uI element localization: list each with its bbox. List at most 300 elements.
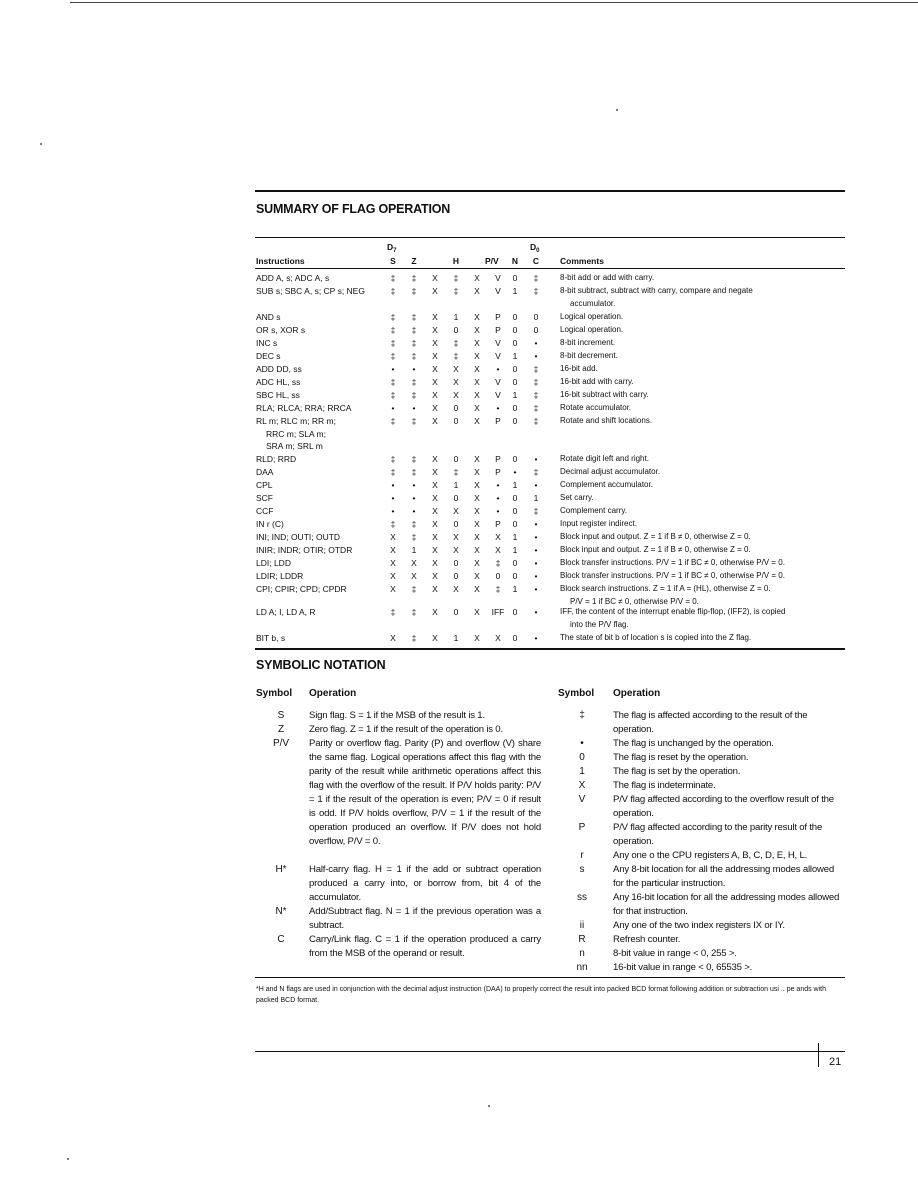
comment-text: 16-bit add.: [560, 364, 598, 373]
flag-cell: •: [412, 493, 416, 503]
comment-text: 8-bit decrement.: [560, 351, 618, 360]
instruction-text: CPL: [256, 480, 273, 490]
flag-cell: 0: [453, 558, 459, 568]
flag-cell: X: [432, 633, 438, 643]
flag-cell: 1: [512, 545, 518, 555]
symbol-description: The flag is indeterminate.: [613, 780, 716, 791]
flag-cell: X: [474, 584, 480, 594]
flag-cell: ‡: [390, 467, 396, 477]
symbol-description: Refresh counter.: [613, 934, 681, 945]
comment-text: Complement accumulator.: [560, 480, 653, 489]
scan-speck: [67, 1158, 69, 1160]
symbol-key: C: [277, 934, 285, 945]
flag-cell: •: [412, 480, 416, 490]
instruction-text: RL m; RLC m; RR m;: [256, 416, 336, 426]
flag-cell: V: [495, 286, 501, 296]
comment-text: Rotate accumulator.: [560, 403, 632, 412]
flag-cell: X: [495, 633, 501, 643]
flag-cell: ‡: [453, 467, 459, 477]
flag-cell: X: [474, 545, 480, 555]
flag-cell: •: [412, 403, 416, 413]
flag-cell: •: [534, 571, 538, 581]
footnote: *H and N flags are used in conjunction with the decimal adjust instruction (DAA) to properly correct the result into packed BCD format following addition or subtraction usi .. pe ands with packed BCD format.: [256, 986, 827, 1004]
table-top-rule: [255, 237, 845, 238]
flag-cell: 1: [512, 351, 518, 361]
flag-cell: X: [432, 416, 438, 426]
flag-cell: X: [474, 312, 480, 322]
flag-cell: X: [390, 633, 396, 643]
flag-cell: ‡: [533, 377, 539, 387]
comment-text: Block search instructions. Z = 1 if A = (HL), otherwise Z = 0.: [560, 584, 771, 593]
flag-cell: •: [534, 633, 538, 643]
footnote-rule: [255, 977, 845, 978]
instruction-text: SCF: [256, 493, 273, 503]
flag-cell: X: [390, 545, 396, 555]
flag-cell: X: [390, 571, 396, 581]
symbol-key: N*: [275, 906, 287, 917]
flag-cell: 0: [512, 633, 518, 643]
flag-cell: ‡: [390, 454, 396, 464]
flag-cell: •: [534, 558, 538, 568]
flag-cell: •: [496, 493, 500, 503]
instruction-text: RLD; RRD: [256, 454, 297, 464]
flag-cell: •: [534, 351, 538, 361]
flag-cell: ‡: [411, 633, 417, 643]
symbol-description: Any 16-bit location for all the addressing modes allowed for that instruction.: [613, 892, 840, 917]
flag-cell: X: [432, 454, 438, 464]
flag-cell: ‡: [533, 273, 539, 283]
flag-cell: ‡: [533, 467, 539, 477]
flag-cell: 0: [512, 338, 518, 348]
flag-cell: X: [453, 545, 459, 555]
instruction-text: ADD DD, ss: [256, 364, 302, 374]
flag-cell: X: [474, 273, 480, 283]
flag-cell: 0: [512, 558, 518, 568]
flag-cell: ‡: [453, 286, 459, 296]
symbol-key: 0: [579, 752, 585, 763]
flag-cell: •: [534, 545, 538, 555]
comment-text: Block input and output. Z = 1 if B ≠ 0, otherwise Z = 0.: [560, 545, 751, 554]
scan-speck: [616, 109, 618, 111]
section-rule-top: [255, 190, 845, 192]
comment-text: Block transfer instructions. P/V = 1 if BC ≠ 0, otherwise P/V = 0.: [560, 558, 785, 567]
flag-cell: •: [412, 506, 416, 516]
symbol-description: The flag is unchanged by the operation.: [613, 738, 774, 749]
symbol-description: 8-bit value in range < 0, 255 >.: [613, 948, 737, 959]
flag-cell: X: [432, 607, 438, 617]
flag-cell: X: [474, 519, 480, 529]
top-edge-rule: [70, 2, 918, 3]
flag-cell: X: [432, 467, 438, 477]
flag-cell: V: [495, 273, 501, 283]
flag-cell: •: [496, 480, 500, 490]
flag-cell: 0: [512, 377, 518, 387]
symbol-description: Carry/Link flag. C = 1 if the operation produced a carry from the MSB of the operand or result.: [309, 934, 541, 959]
flag-cell: 1: [512, 480, 518, 490]
flag-cell: X: [432, 351, 438, 361]
flag-cell: IFF: [491, 607, 505, 617]
header-flag-h: H: [452, 256, 460, 266]
symbol-description: Any one o the CPU registers A, B, C, D, E, H, L.: [613, 850, 808, 861]
header-instructions: Instructions: [256, 256, 305, 266]
flag-cell: ‡: [411, 519, 417, 529]
instruction-text: SRA m; SRL m: [266, 441, 323, 452]
flag-cell: 0: [512, 519, 518, 529]
comment-text: Logical operation.: [560, 325, 624, 334]
flag-cell: X: [390, 532, 396, 542]
flag-cell: 0: [512, 506, 518, 516]
flag-cell: X: [432, 519, 438, 529]
flag-cell: 0: [453, 607, 459, 617]
flag-cell: X: [411, 571, 417, 581]
symbol-key: ‡: [579, 710, 585, 721]
flag-cell: X: [432, 403, 438, 413]
flag-cell: ‡: [411, 454, 417, 464]
symbol-description: P/V flag affected according to the overflow result of the operation.: [613, 794, 834, 819]
flag-cell: 1: [512, 390, 518, 400]
flag-cell: 0: [533, 325, 539, 335]
flag-cell: 0: [453, 571, 459, 581]
comment-text: accumulator.: [570, 298, 616, 308]
flag-cell: ‡: [533, 286, 539, 296]
flag-cell: ‡: [411, 325, 417, 335]
symbol-description: Add/Subtract flag. N = 1 if the previous operation was a subtract.: [309, 906, 541, 931]
flag-cell: ‡: [495, 584, 501, 594]
flag-cell: P: [495, 312, 501, 322]
flag-cell: ‡: [411, 416, 417, 426]
flag-cell: •: [534, 519, 538, 529]
flag-cell: ‡: [533, 390, 539, 400]
comment-text: Rotate digit left and right.: [560, 454, 649, 463]
flag-cell: ‡: [411, 390, 417, 400]
flag-cell: 0: [495, 571, 501, 581]
flag-cell: X: [474, 403, 480, 413]
sym-header-operation-left: Operation: [309, 688, 357, 699]
flag-cell: X: [432, 493, 438, 503]
comment-text: into the P/V flag.: [570, 619, 629, 629]
comment-text: Complement carry.: [560, 506, 627, 515]
instruction-text: SBC HL, ss: [256, 390, 300, 400]
flag-cell: ‡: [390, 351, 396, 361]
flag-cell: 0: [453, 403, 459, 413]
flag-cell: ‡: [533, 364, 539, 374]
flag-cell: ‡: [411, 467, 417, 477]
symbol-description: Any 8-bit location for all the addressing modes allowed for the particular instruction.: [613, 864, 834, 889]
flag-cell: ‡: [411, 286, 417, 296]
symbol-key: S: [277, 710, 285, 721]
instruction-text: DEC s: [256, 351, 281, 361]
flag-cell: ‡: [390, 312, 396, 322]
flag-cell: P: [495, 519, 501, 529]
instruction-text: LDIR; LDDR: [256, 571, 304, 581]
symbol-description: The flag is set by the operation.: [613, 766, 741, 777]
symbol-description: 16-bit value in range < 0, 65535 >.: [613, 962, 753, 973]
flag-cell: X: [432, 286, 438, 296]
flag-cell: 0: [512, 493, 518, 503]
header-flag-s: S: [390, 256, 396, 266]
symbol-description: P/V flag affected according to the parity result of the operation.: [613, 822, 823, 847]
flag-cell: X: [432, 545, 438, 555]
symbol-description: Any one of the two index registers IX or IY.: [613, 920, 785, 931]
flag-cell: X: [474, 467, 480, 477]
flag-cell: 1: [533, 493, 539, 503]
flag-cell: X: [411, 558, 417, 568]
flag-cell: 0: [512, 454, 518, 464]
flag-cell: X: [432, 532, 438, 542]
flag-cell: P: [495, 467, 501, 477]
flag-cell: X: [432, 558, 438, 568]
flag-cell: ‡: [411, 607, 417, 617]
symbol-key: V: [578, 794, 586, 805]
flag-cell: •: [513, 467, 517, 477]
flag-cell: X: [432, 480, 438, 490]
flag-cell: X: [432, 584, 438, 594]
flag-cell: •: [496, 364, 500, 374]
instruction-text: AND s: [256, 312, 281, 322]
instruction-text: BIT b, s: [256, 633, 286, 643]
flag-cell: 0: [453, 519, 459, 529]
flag-cell: 0: [512, 312, 518, 322]
flag-cell: 0: [512, 416, 518, 426]
flag-cell: X: [453, 506, 459, 516]
flag-cell: •: [391, 403, 395, 413]
flag-cell: X: [453, 584, 459, 594]
flag-cell: P: [495, 416, 501, 426]
comment-text: Input register indirect.: [560, 519, 637, 528]
flag-cell: X: [390, 584, 396, 594]
flag-cell: X: [474, 571, 480, 581]
instruction-text: ADC HL, ss: [256, 377, 301, 387]
flag-cell: 0: [512, 273, 518, 283]
instruction-text: LD A; I, LD A, R: [256, 607, 316, 617]
flag-cell: X: [474, 506, 480, 516]
flag-cell: X: [474, 633, 480, 643]
flag-cell: X: [474, 493, 480, 503]
flag-cell: X: [474, 480, 480, 490]
symbol-key: •: [580, 738, 584, 749]
flag-cell: 0: [512, 607, 518, 617]
instruction-text: ADD A, s; ADC A, s: [256, 273, 330, 283]
flag-cell: X: [495, 532, 501, 542]
comment-text: Set carry.: [560, 493, 594, 502]
flag-cell: X: [474, 351, 480, 361]
instruction-text: RRC m; SLA m;: [266, 428, 326, 439]
scan-speck: [488, 1105, 490, 1107]
flag-cell: •: [412, 364, 416, 374]
comment-text: Rotate and shift locations.: [560, 416, 653, 425]
flag-cell: X: [453, 364, 459, 374]
flag-cell: ‡: [390, 416, 396, 426]
flag-cell: ‡: [411, 338, 417, 348]
flag-cell: ‡: [533, 416, 539, 426]
symbol-description: Zero flag. Z = 1 if the result of the operation is 0.: [309, 724, 503, 735]
flag-cell: P: [495, 454, 501, 464]
flag-cell: P: [495, 325, 501, 335]
flag-cell: X: [432, 273, 438, 283]
scan-speck: [40, 143, 42, 145]
comment-text: 16-bit add with carry.: [560, 377, 634, 386]
flag-cell: X: [474, 325, 480, 335]
symbol-key: X: [578, 780, 586, 791]
comment-text: Logical operation.: [560, 312, 624, 321]
flag-cell: ‡: [533, 506, 539, 516]
flag-cell: X: [474, 286, 480, 296]
instruction-text: DAA: [256, 467, 274, 477]
flag-cell: 0: [512, 403, 518, 413]
flag-cell: X: [432, 312, 438, 322]
flag-cell: •: [534, 480, 538, 490]
instruction-text: SUB s; SBC A, s; CP s; NEG: [256, 286, 365, 296]
flag-cell: ‡: [390, 273, 396, 283]
symbol-key: P: [578, 822, 586, 833]
page-number: 21: [829, 1056, 842, 1068]
flag-cell: •: [391, 480, 395, 490]
symbol-key: R: [578, 934, 586, 945]
comment-text: Block transfer instructions. P/V = 1 if BC ≠ 0, otherwise P/V = 0.: [560, 571, 785, 580]
flag-cell: X: [474, 532, 480, 542]
flag-cell: 0: [512, 325, 518, 335]
header-comments: Comments: [560, 256, 604, 266]
header-flag-n: N: [511, 256, 519, 266]
instruction-text: OR s, XOR s: [256, 325, 306, 335]
symbol-description: Half-carry flag. H = 1 if the add or subtract operation produced a carry into, or borrow from, bit 4 of the accumulator.: [309, 864, 541, 903]
instruction-text: LDI; LDD: [256, 558, 291, 568]
flag-cell: 0: [533, 312, 539, 322]
flag-cell: X: [474, 377, 480, 387]
flag-cell: ‡: [411, 312, 417, 322]
instruction-text: CPI; CPIR; CPD; CPDR: [256, 584, 347, 594]
symbol-key: ii: [579, 920, 585, 931]
flag-cell: X: [432, 364, 438, 374]
flag-cell: X: [432, 325, 438, 335]
flag-cell: 0: [512, 571, 518, 581]
flag-cell: X: [432, 506, 438, 516]
page-footer-tick: [818, 1043, 819, 1067]
flag-cell: ‡: [390, 325, 396, 335]
symbol-key: nn: [576, 962, 588, 973]
flag-cell: X: [474, 607, 480, 617]
header-flag-c: C: [532, 256, 540, 266]
flag-cell: ‡: [390, 338, 396, 348]
instruction-text: INI; IND; OUTI; OUTD: [256, 532, 341, 542]
comment-text: The state of bit b of location s is copied into the Z flag.: [560, 633, 752, 642]
flag-cell: 0: [453, 493, 459, 503]
flag-cell: ‡: [390, 607, 396, 617]
instruction-text: INC s: [256, 338, 278, 348]
flag-cell: X: [432, 390, 438, 400]
flag-cell: V: [495, 338, 501, 348]
flag-cell: •: [391, 506, 395, 516]
sym-header-symbol-right: Symbol: [558, 688, 595, 699]
flag-cell: ‡: [390, 519, 396, 529]
symbol-key: P/V: [272, 738, 290, 749]
header-flag-z: Z: [411, 256, 417, 266]
symbol-key: ss: [577, 892, 587, 903]
flag-cell: ‡: [411, 377, 417, 387]
flag-cell: 1: [453, 633, 459, 643]
flag-cell: 1: [512, 584, 518, 594]
instruction-text: IN r (C): [256, 519, 284, 529]
flag-cell: 1: [453, 480, 459, 490]
flag-cell: X: [474, 416, 480, 426]
flag-cell: 0: [512, 364, 518, 374]
flag-cell: X: [390, 558, 396, 568]
header-d7: $D_7$: [387, 242, 397, 254]
flag-cell: •: [534, 607, 538, 617]
flag-cell: ‡: [411, 273, 417, 283]
header-bottom-rule: [255, 268, 845, 269]
flag-cell: X: [474, 558, 480, 568]
flag-cell: 0: [453, 454, 459, 464]
flag-cell: X: [453, 532, 459, 542]
flag-cell: 1: [512, 532, 518, 542]
header-flag-pv: P/V: [485, 256, 499, 266]
flag-cell: ‡: [453, 273, 459, 283]
symbolic-title: SYMBOLIC NOTATION: [256, 658, 386, 672]
instruction-text: CCF: [256, 506, 274, 516]
flag-cell: X: [432, 377, 438, 387]
table-bottom-rule: [255, 648, 845, 650]
comment-text: 8-bit add or add with carry.: [560, 273, 655, 282]
symbol-key: Z: [277, 724, 285, 735]
flag-cell: •: [496, 403, 500, 413]
symbol-key: H*: [275, 864, 287, 875]
flag-cell: ‡: [453, 351, 459, 361]
flag-cell: X: [432, 571, 438, 581]
flag-cell: X: [474, 390, 480, 400]
comment-text: 16-bit subtract with carry.: [560, 390, 649, 399]
flag-cell: •: [391, 364, 395, 374]
flag-cell: 1: [512, 286, 518, 296]
flag-cell: ‡: [411, 532, 417, 542]
flag-cell: 0: [453, 325, 459, 335]
flag-cell: •: [534, 584, 538, 594]
flag-cell: ‡: [390, 377, 396, 387]
flag-cell: ‡: [390, 286, 396, 296]
flag-cell: 1: [453, 312, 459, 322]
header-d0: $D_0$: [530, 242, 540, 254]
flag-cell: V: [495, 377, 501, 387]
flag-cell: •: [496, 506, 500, 516]
symbol-key: r: [580, 850, 584, 861]
symbol-key: s: [579, 864, 585, 875]
flag-cell: V: [495, 390, 501, 400]
comment-text: IFF, the content of the interrupt enable flip-flop, (IFF2), is copied: [560, 607, 786, 616]
flag-cell: X: [453, 390, 459, 400]
flag-cell: X: [453, 377, 459, 387]
flag-cell: ‡: [495, 558, 501, 568]
flag-cell: V: [495, 351, 501, 361]
instruction-text: RLA; RLCA; RRA; RRCA: [256, 403, 352, 413]
flag-cell: •: [391, 493, 395, 503]
symbol-description: Sign flag. S = 1 if the MSB of the result is 1.: [309, 710, 485, 721]
flag-cell: X: [495, 545, 501, 555]
comment-text: Decimal adjust accumulator.: [560, 467, 661, 476]
symbol-key: 1: [579, 766, 585, 777]
sym-header-operation-right: Operation: [613, 688, 661, 699]
comment-text: P/V = 1 if BC ≠ 0, otherwise P/V = 0.: [570, 596, 699, 606]
comment-text: 8-bit subtract, subtract with carry, compare and negate: [560, 286, 753, 295]
symbol-description: The flag is reset by the operation.: [613, 752, 749, 763]
flag-cell: ‡: [533, 403, 539, 413]
sym-header-symbol-left: Symbol: [256, 688, 293, 699]
flag-cell: X: [474, 454, 480, 464]
flag-cell: •: [534, 532, 538, 542]
flag-cell: X: [474, 364, 480, 374]
instruction-text: INIR; INDR; OTIR; OTDR: [256, 545, 353, 555]
symbol-description: Parity or overflow flag. Parity (P) and overflow (V) share the same flag. Logical operations affect this flag with the parity of the result while arithmetic operations affect this flag with the overflow of the result. If P/V holds parity: P/V = 1 if the result of the operation is even; P/V = 0 if result is odd. If P/V holds overflow, P/V = 1 if the result of the operation produced an overflow. If P/V does not hold overflow, P/V = 0.: [309, 738, 541, 847]
flags-title: SUMMARY OF FLAG OPERATION: [256, 202, 451, 216]
